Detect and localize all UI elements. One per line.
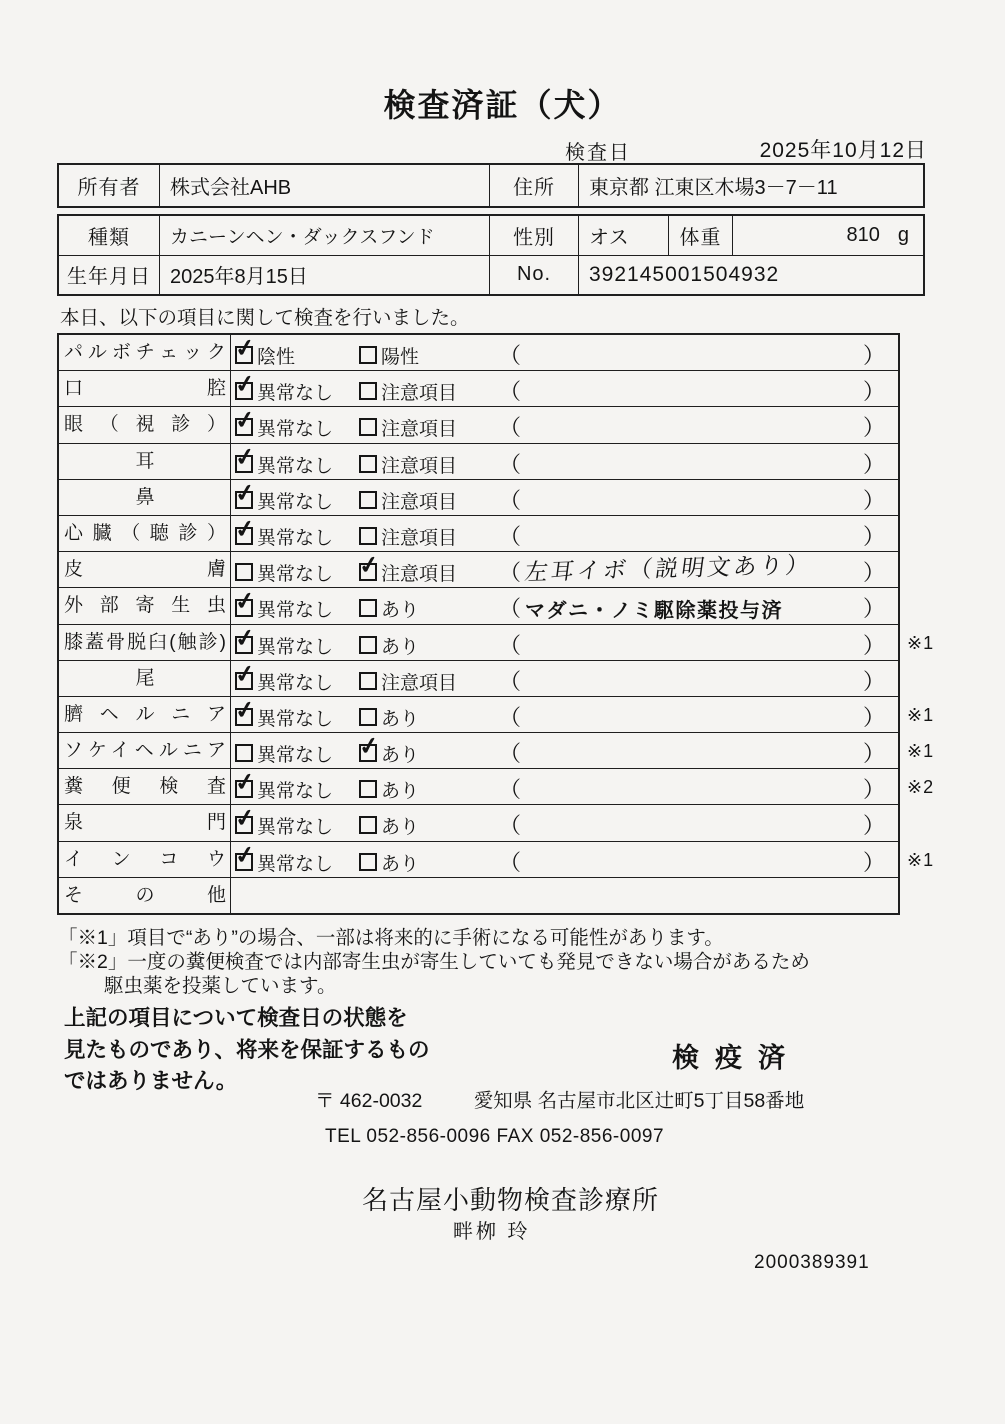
checkbox-normal	[233, 840, 257, 871]
option-2-label: あり	[381, 636, 420, 658]
table-row-fecal-exam	[59, 767, 935, 804]
birth-value: 2025年8月15日	[160, 256, 490, 295]
paren-open: （	[499, 415, 522, 441]
checkbox-present	[359, 708, 377, 726]
checkbox-normal	[233, 514, 257, 545]
option-1-label: 異常なし	[257, 419, 334, 441]
row-content	[231, 842, 898, 877]
option-1	[233, 442, 334, 478]
option-2	[359, 776, 419, 803]
checkbox-normal	[233, 623, 257, 654]
table-row-eyes	[59, 406, 898, 442]
table-row-parvo	[59, 335, 898, 370]
paren-open: （	[499, 451, 522, 477]
checkmark-icon: ✓	[233, 840, 257, 870]
checkbox-caution	[359, 527, 377, 545]
checkbox-caution	[357, 550, 381, 581]
paren-open: （	[499, 487, 522, 513]
option-2	[359, 378, 457, 405]
paren-close: ）	[862, 487, 885, 513]
paren-close: ）	[862, 343, 885, 368]
postal-code: 〒 462-0032	[315, 1090, 423, 1112]
no-value: 392145001504932	[589, 262, 780, 286]
option-1	[235, 559, 333, 586]
option-2-label: あり	[381, 708, 420, 730]
footnote-2: 「※2」一度の糞便検査では内部寄生虫が寄生していても発見できない場合があるため	[58, 951, 810, 973]
checkmark-icon: ✓	[233, 659, 257, 689]
option-1	[233, 478, 334, 514]
paren-close: ）	[862, 451, 885, 477]
handwritten-note: 左耳イボ（説明文あり）	[523, 551, 814, 586]
row-label: 眼（視診）	[59, 407, 231, 442]
table-row-parasites	[59, 587, 898, 623]
sex-value: オス	[579, 216, 669, 255]
option-2-label: 注意項目	[381, 564, 458, 586]
option-1	[233, 406, 334, 441]
option-2-label: 注意項目	[381, 455, 458, 477]
footnote-1: 「※1」項目で“あり”の場合、一部は将来的に手術になる可能性があります。	[58, 927, 724, 949]
table-row-tail	[59, 660, 898, 696]
row-note: マダニ・ノミ駆除薬投与済	[525, 600, 783, 623]
footnote-mark: ※1	[907, 741, 935, 762]
weight-label: 体重	[669, 216, 733, 255]
table-row-nose	[59, 479, 898, 515]
row-label: 尾	[59, 661, 231, 696]
row-label: 口腔	[59, 371, 231, 406]
table-row-inkou	[59, 840, 935, 877]
checkmark-icon: ✓	[357, 731, 381, 762]
animal-row-2	[59, 256, 923, 295]
row-label: 糞便検査	[59, 769, 231, 804]
paren-close: ）	[862, 632, 885, 658]
checkmark-icon: ✓	[233, 587, 257, 617]
option-2-label: あり	[381, 745, 420, 767]
checkmark-icon: ✓	[233, 804, 257, 834]
option-1-label: 異常なし	[257, 672, 334, 694]
species-label: 種類	[59, 216, 160, 255]
row-label: 耳	[59, 444, 231, 479]
checkbox-normal	[233, 369, 257, 400]
checkbox-normal	[235, 563, 253, 581]
option-1-label: 異常なし	[257, 455, 334, 477]
row-content	[231, 733, 898, 768]
footnote-mark: ※2	[907, 777, 935, 798]
row-content	[231, 516, 898, 551]
checkbox-present	[359, 599, 377, 617]
option-1	[233, 767, 334, 803]
paren-close: ）	[862, 849, 885, 875]
option-2	[359, 812, 419, 839]
paren-open: （	[499, 596, 522, 622]
checkbox-present	[359, 780, 377, 798]
checkbox-normal	[233, 695, 257, 726]
checkbox-normal	[233, 659, 257, 690]
footnote-2-continued: 駆虫薬を投薬しています。	[104, 975, 337, 997]
weight-value: 810	[846, 223, 880, 246]
option-1	[233, 840, 334, 876]
checkbox-caution	[359, 455, 377, 473]
clinic-tel-fax: TEL 052-856-0096 FAX 052-856-0097	[325, 1126, 665, 1147]
paren-close: ）	[862, 415, 885, 441]
sex-label: 性別	[490, 216, 579, 255]
animal-box	[57, 214, 925, 296]
row-content	[231, 407, 898, 442]
table-row-oral	[59, 370, 898, 406]
row-content	[231, 552, 898, 587]
option-2-label: あり	[381, 853, 420, 875]
paren-close: ）	[862, 560, 885, 586]
row-label: 心臓（聴診）	[59, 516, 231, 551]
option-1-label: 異常なし	[257, 745, 334, 767]
checkbox-normal	[233, 478, 257, 509]
paren-open: （	[499, 668, 522, 694]
option-1-label: 陰性	[257, 347, 296, 368]
checkbox-caution	[359, 491, 377, 509]
checkbox-present	[359, 853, 377, 871]
checkmark-icon: ✓	[233, 514, 257, 545]
option-2	[359, 595, 419, 622]
checkmark-icon: ✓	[233, 369, 257, 400]
document-title: 検査済証（犬）	[383, 87, 622, 123]
option-1-label: 異常なし	[257, 564, 334, 586]
intro-text: 本日、以下の項目に関して検査を行いました。	[60, 307, 470, 329]
paren-open: （	[499, 560, 522, 586]
owner-value: 株式会社AHB	[160, 165, 490, 206]
clinic-postal-line	[315, 1085, 804, 1113]
paren-close: ）	[862, 704, 885, 730]
option-1	[233, 804, 334, 839]
row-content	[231, 697, 898, 732]
paren-open: （	[499, 813, 522, 839]
option-2-label: 陽性	[381, 347, 420, 368]
checkbox-normal	[233, 804, 257, 834]
no-label: No.	[490, 256, 579, 295]
row-content	[231, 371, 898, 406]
owner-label: 所有者	[59, 165, 160, 206]
checkbox-caution	[359, 672, 377, 690]
checkbox-normal	[233, 406, 257, 436]
clinic-name: 名古屋小動物検査診療所	[362, 1185, 660, 1215]
option-2	[357, 550, 458, 586]
checkmark-icon: ✓	[233, 442, 257, 472]
row-label: 臍ヘルニア	[59, 697, 231, 732]
paren-close: ）	[862, 596, 885, 622]
paren-open: （	[499, 523, 522, 549]
option-2-label: あり	[381, 817, 420, 839]
paren-close: ）	[862, 668, 885, 694]
option-2	[359, 523, 457, 550]
row-content	[231, 878, 898, 913]
row-label: 外部寄生虫	[59, 588, 231, 623]
option-2	[357, 731, 420, 767]
paren-open: （	[499, 379, 522, 405]
footnotes	[58, 926, 810, 998]
checkbox-present	[359, 636, 377, 654]
checkbox-present	[359, 816, 377, 834]
checkbox-normal	[233, 442, 257, 473]
option-2	[359, 849, 419, 876]
footnote-mark: ※1	[907, 704, 935, 725]
clinic-address: 愛知県 名古屋市北区辻町5丁目58番地	[473, 1090, 805, 1112]
row-label: 皮膚	[59, 552, 231, 587]
row-label: 鼻	[59, 480, 231, 515]
species-value: カニーンヘン・ダックスフンド	[160, 216, 490, 255]
director-name: 畔栁 玲	[453, 1221, 531, 1243]
option-1	[233, 587, 334, 622]
row-content	[231, 805, 898, 840]
owner-address-value: 東京都 江東区木場3－7－11	[589, 177, 838, 199]
table-row-other	[59, 877, 898, 913]
inspection-date-value: 2025年10月12日	[759, 139, 927, 162]
option-2	[359, 704, 419, 731]
option-2-label: 注意項目	[381, 383, 458, 405]
option-2-label: 注意項目	[381, 527, 458, 549]
option-2	[359, 632, 419, 659]
option-1-label: 異常なし	[257, 527, 334, 549]
inspection-date-label: 検査日	[565, 142, 631, 164]
checkbox-negative	[233, 333, 257, 364]
checkbox-normal	[233, 587, 257, 617]
row-content	[231, 335, 898, 370]
option-2-label: 注意項目	[381, 491, 458, 513]
option-1-label: 異常なし	[257, 636, 334, 658]
weight-cell	[733, 216, 923, 255]
row-content	[231, 661, 898, 696]
checkbox-caution	[359, 382, 377, 400]
checkmark-icon: ✓	[233, 478, 257, 509]
paren-open: （	[499, 343, 522, 368]
birth-label: 生年月日	[59, 256, 160, 295]
paren-close: ）	[862, 777, 885, 803]
paren-close: ）	[862, 379, 885, 405]
checkmark-icon: ✓	[233, 695, 257, 726]
row-label: その他	[59, 878, 231, 913]
serial-number: 2000389391	[754, 1252, 870, 1273]
table-row-fontanelle	[59, 804, 898, 840]
paren-close: ）	[862, 813, 885, 839]
table-row-heart	[59, 515, 898, 551]
row-content	[231, 444, 898, 479]
option-2-label: 注意項目	[381, 672, 458, 694]
option-2-label: あり	[381, 600, 420, 622]
checkbox-positive	[359, 346, 377, 364]
animal-row-1	[59, 216, 923, 256]
footnote-mark: ※1	[907, 849, 935, 870]
checkbox-caution	[359, 418, 377, 436]
table-row-ears	[59, 443, 898, 479]
footnote-mark: ※1	[907, 632, 935, 653]
paren-close: ）	[862, 523, 885, 549]
row-content	[231, 769, 898, 804]
option-1	[233, 514, 334, 550]
disclaimer-line-3: ではありません。	[64, 1069, 238, 1093]
option-1-label: 異常なし	[257, 491, 334, 513]
checkmark-icon: ✓	[233, 767, 257, 798]
disclaimer	[64, 1003, 430, 1098]
checkbox-normal	[233, 767, 257, 798]
checkmark-icon: ✓	[233, 623, 257, 653]
option-1-label: 異常なし	[257, 781, 334, 803]
row-label: 膝蓋骨脱臼(触診)	[59, 625, 231, 660]
option-1-label: 異常なし	[257, 708, 334, 730]
checkmark-icon: ✓	[233, 406, 257, 436]
table-row-patella	[59, 623, 935, 660]
option-2	[359, 414, 457, 441]
option-1	[233, 659, 334, 695]
option-1-label: 異常なし	[257, 853, 334, 875]
option-2-label: 注意項目	[381, 419, 458, 441]
option-1	[233, 623, 334, 659]
table-row-umbilical-hernia	[59, 695, 935, 732]
table-row-skin	[59, 551, 898, 587]
checkmark-icon: ✓	[233, 333, 257, 364]
inspection-table	[57, 333, 935, 915]
row-content	[231, 625, 898, 660]
row-content	[231, 588, 898, 623]
row-label: インコウ	[59, 842, 231, 877]
option-2	[359, 668, 457, 695]
option-1-label: 異常なし	[257, 817, 334, 839]
option-1	[233, 695, 334, 731]
disclaimer-line-1: 上記の項目について検査日の状態を	[64, 1006, 408, 1030]
option-1	[233, 369, 334, 405]
paren-open: （	[499, 741, 522, 767]
row-label: 泉門	[59, 805, 231, 840]
row-label: ソケイヘルニア	[59, 733, 231, 768]
option-2	[359, 487, 457, 514]
table-row-inguinal-hernia	[59, 731, 935, 768]
disclaimer-line-2: 見たものであり、将来を保証するもの	[64, 1037, 430, 1062]
option-1-label: 異常なし	[257, 600, 334, 622]
option-1-label: 異常なし	[257, 383, 334, 405]
paren-open: （	[499, 704, 522, 730]
row-content	[231, 480, 898, 515]
weight-unit: g	[897, 223, 909, 246]
row-label: パルボチェック	[59, 335, 231, 370]
quarantine-stamp: 検疫済	[672, 1043, 801, 1073]
option-1	[235, 740, 333, 767]
checkmark-icon: ✓	[357, 550, 381, 581]
paren-open: （	[499, 849, 522, 875]
option-2	[359, 342, 419, 369]
checkbox-normal	[235, 744, 253, 762]
option-1	[233, 333, 296, 369]
paren-open: （	[499, 632, 522, 658]
paren-open: （	[499, 777, 522, 803]
checkbox-present	[357, 731, 381, 762]
paren-close: ）	[862, 741, 885, 767]
option-2	[359, 451, 457, 478]
option-2-label: あり	[381, 781, 420, 803]
owner-address-label: 住所	[490, 165, 579, 206]
owner-box	[57, 163, 925, 208]
